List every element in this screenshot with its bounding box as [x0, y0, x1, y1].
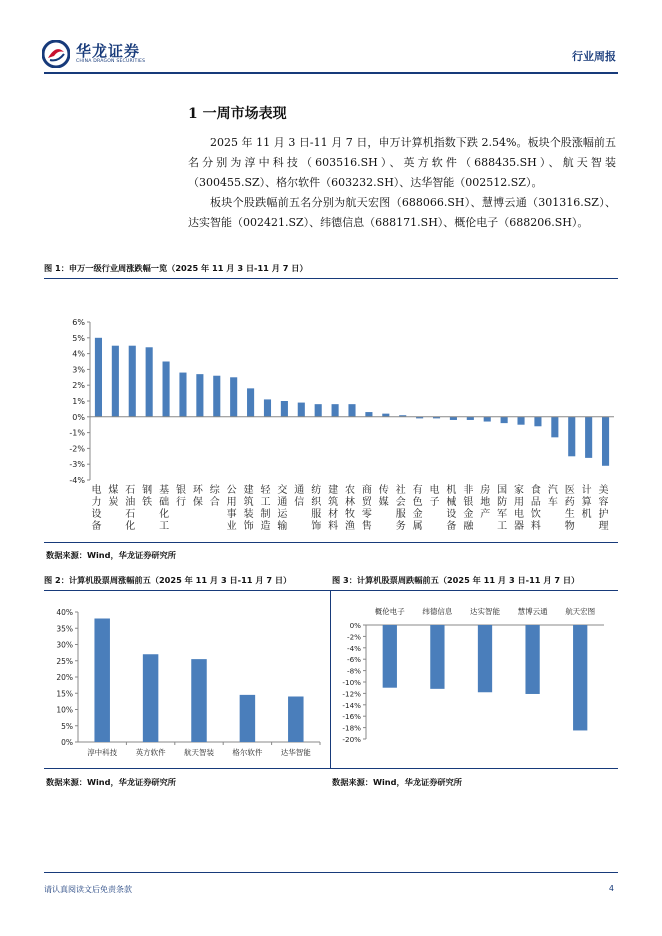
- figure23-top-rule: [44, 590, 618, 591]
- top5-gainers-chart: [44, 600, 326, 766]
- y-tick-label: 20%: [56, 673, 73, 682]
- y-tick-label: 4%: [72, 349, 85, 359]
- x-tick-label-农林牧渔-1: 林: [345, 497, 355, 508]
- y-tick-label: -12%: [342, 689, 361, 699]
- bar-淳中科技: [94, 619, 109, 743]
- report-type-label: 行业周报: [572, 50, 616, 63]
- x-tick-label-建筑材料-1: 筑: [328, 497, 339, 508]
- bar-英方软件: [143, 654, 158, 742]
- x-tick-label-电子-1: 子: [429, 497, 440, 508]
- x-tick-label-纺织服饰-3: 饰: [311, 521, 322, 532]
- y-tick-label: 0%: [61, 738, 73, 747]
- x-tick-label: 达华智能: [280, 748, 311, 757]
- figure23-bottom-rule: [44, 768, 618, 769]
- x-tick-label-纺织服饰-1: 织: [311, 497, 322, 508]
- x-tick-label-建筑装饰-2: 装: [243, 509, 254, 520]
- x-tick-label-纺织服饰-2: 服: [311, 509, 322, 520]
- y-tick-label: 2%: [72, 381, 85, 391]
- x-tick-label-计算机-2: 机: [581, 509, 592, 520]
- x-tick-label-煤炭-1: 炭: [108, 497, 119, 508]
- bar-国防军工: [501, 417, 508, 423]
- x-tick-label-电力设备-3: 备: [91, 521, 102, 532]
- x-tick-label-美容护理-2: 护: [598, 509, 609, 520]
- x-tick-label: 达实智能: [470, 607, 500, 616]
- x-tick-label-轻工制造-3: 造: [260, 521, 271, 532]
- x-tick-label-美容护理-0: 美: [598, 485, 609, 496]
- paragraph-gainers: 2025 年 11 月 3 日-11 月 7 日，申万计算机指数下跌 2.54%。板块个股涨幅前五名分别为淳中科技（603516.SH）、英方软件（688435.SH）、航天智装（300455.SZ）、格尔软件（603232.SH）、达华智能（002512.SZ）。: [188, 136, 616, 189]
- y-tick-label: 35%: [56, 624, 73, 634]
- x-tick-label-基础化工-3: 工: [159, 521, 170, 532]
- bar-纬德信息: [430, 625, 444, 689]
- x-tick-label-计算机-1: 算: [581, 497, 592, 508]
- bar-轻工制造: [264, 399, 271, 416]
- bar-建筑材料: [332, 404, 339, 417]
- x-tick-label: 英方软件: [135, 748, 166, 757]
- y-tick-label: -6%: [347, 655, 361, 665]
- y-tick-label: -3%: [69, 460, 85, 470]
- x-tick-label-环保-1: 保: [192, 497, 203, 508]
- x-tick-label-房地产-2: 产: [480, 509, 491, 520]
- x-tick-label-环保-0: 环: [192, 485, 203, 496]
- bar-家用电器: [517, 417, 524, 425]
- bar-慧博云通: [525, 625, 539, 694]
- bar-食品饮料: [534, 417, 541, 426]
- bar-综合: [213, 376, 220, 417]
- bar-航天宏图: [573, 625, 587, 730]
- bar-银行: [179, 373, 186, 417]
- figure2-source: 数据来源：Wind，华龙证券研究所: [46, 777, 176, 787]
- bar-纺织服饰: [315, 404, 322, 417]
- figure1-bottom-rule: [44, 542, 618, 543]
- x-tick-label-有色金属-0: 有: [412, 485, 423, 496]
- y-tick-label: 5%: [61, 721, 73, 731]
- bar-格尔软件: [240, 695, 255, 742]
- x-tick-label-建筑装饰-0: 建: [243, 485, 254, 496]
- bar-航天智装: [191, 659, 206, 742]
- bar-电力设备: [95, 338, 102, 417]
- y-tick-label: 5%: [72, 333, 85, 343]
- x-tick-label-纺织服饰-0: 纺: [311, 485, 322, 496]
- x-tick-label-国防军工-1: 防: [497, 497, 508, 508]
- x-tick-label: 淳中科技: [87, 748, 118, 757]
- x-tick-label-电子-0: 电: [429, 485, 440, 496]
- x-tick-label-综合-1: 合: [209, 497, 220, 508]
- x-tick-label-社会服务-1: 会: [395, 497, 406, 508]
- page-number: 4: [608, 884, 614, 893]
- x-tick-label-电力设备-1: 力: [91, 497, 102, 508]
- x-tick-label-医药生物-1: 药: [564, 497, 575, 508]
- x-tick-label-家用电器-3: 器: [514, 521, 525, 532]
- y-tick-label: 3%: [72, 365, 85, 375]
- x-tick-label-房地产-0: 房: [480, 485, 491, 496]
- x-tick-label-机械设备-1: 械: [446, 497, 457, 508]
- x-tick-label-公用事业-3: 业: [226, 521, 237, 532]
- y-tick-label: -16%: [342, 712, 361, 722]
- bar-环保: [196, 374, 203, 417]
- x-tick-label-社会服务-3: 务: [395, 521, 406, 532]
- x-tick-label-国防军工-2: 军: [497, 509, 508, 520]
- bar-商贸零售: [365, 412, 372, 417]
- x-tick-label-医药生物-3: 物: [564, 521, 575, 532]
- y-tick-label: 0%: [349, 621, 361, 630]
- bar-通信: [298, 403, 305, 417]
- x-tick-label-公用事业-1: 用: [226, 497, 237, 508]
- x-tick-label: 航天智装: [184, 748, 214, 757]
- x-tick-label-食品饮料-0: 食: [530, 485, 541, 496]
- bar-概伦电子: [383, 625, 397, 688]
- y-tick-label: 0%: [72, 412, 85, 422]
- x-tick-label-钢铁-1: 铁: [142, 497, 153, 508]
- y-tick-label: -4%: [347, 643, 361, 653]
- x-tick-label-美容护理-3: 理: [598, 521, 609, 532]
- figure23-divider: [330, 590, 331, 768]
- x-tick-label-农林牧渔-0: 农: [345, 485, 355, 496]
- x-tick-label-轻工制造-2: 制: [260, 509, 271, 520]
- figure2-caption: 图 2：计算机股票周涨幅前五（2025 年 11 月 3 日-11 月 7 日）: [44, 575, 292, 585]
- footer-divider: [44, 872, 618, 873]
- x-tick-label-社会服务-0: 社: [395, 485, 406, 496]
- x-tick-label-石油石化-1: 油: [125, 497, 136, 508]
- x-tick-label-家用电器-1: 用: [514, 497, 525, 508]
- x-tick-label-食品饮料-1: 品: [530, 497, 541, 508]
- y-tick-label: 1%: [72, 397, 85, 406]
- y-tick-label: 25%: [56, 656, 73, 666]
- x-tick-label-非银金融-0: 非: [463, 485, 474, 496]
- company-logo-icon: [42, 40, 70, 68]
- x-tick-label-电力设备-0: 电: [91, 485, 102, 496]
- x-tick-label-交通运输-1: 通: [277, 497, 288, 508]
- figure3-source: 数据来源：Wind，华龙证券研究所: [332, 777, 462, 787]
- x-tick-label-食品饮料-3: 料: [530, 521, 541, 532]
- bar-汽车: [551, 417, 558, 438]
- y-tick-label: -14%: [342, 700, 361, 710]
- x-tick-label-汽车-1: 车: [547, 497, 558, 508]
- footer-disclaimer: 请认真阅读文后免责条款: [44, 885, 132, 894]
- x-tick-label-基础化工-1: 础: [159, 497, 170, 508]
- figure1-top-rule: [44, 278, 618, 279]
- x-tick-label-石油石化-2: 石: [125, 509, 136, 520]
- x-tick-label-有色金属-1: 色: [412, 497, 423, 508]
- bar-房地产: [484, 417, 491, 422]
- logo-en-text: CHINA DRAGON SECURITIES: [76, 59, 146, 64]
- x-tick-label-银行-1: 行: [175, 497, 186, 508]
- x-tick-label-非银金融-3: 融: [463, 521, 474, 532]
- x-tick-label-建筑装饰-3: 饰: [243, 521, 254, 532]
- x-tick-label-电力设备-2: 设: [91, 509, 102, 520]
- x-tick-label-食品饮料-2: 饮: [530, 509, 541, 520]
- x-tick-label-基础化工-2: 化: [159, 509, 170, 520]
- industry-weekly-change-chart: [44, 300, 618, 540]
- x-tick-label-交通运输-0: 交: [277, 485, 288, 496]
- y-tick-label: 30%: [56, 640, 73, 650]
- y-tick-label: 10%: [56, 705, 73, 715]
- x-tick-label-医药生物-0: 医: [564, 485, 575, 496]
- y-tick-label: -1%: [69, 428, 85, 438]
- x-tick-label-公用事业-0: 公: [226, 485, 237, 496]
- y-tick-label: 15%: [56, 689, 73, 699]
- x-tick-label-有色金属-2: 金: [412, 509, 423, 520]
- figure3-caption: 图 3：计算机股票周跌幅前五（2025 年 11 月 3 日-11 月 7 日）: [332, 575, 580, 585]
- x-tick-label: 格尔软件: [232, 748, 263, 757]
- x-tick-label-商贸零售-2: 零: [361, 509, 372, 520]
- bar-钢铁: [146, 347, 153, 417]
- x-tick-label-建筑材料-0: 建: [328, 485, 339, 496]
- x-tick-label-商贸零售-0: 商: [361, 485, 372, 496]
- x-tick-label: 航天宏图: [565, 607, 596, 616]
- x-tick-label-医药生物-2: 生: [564, 509, 575, 520]
- bar-计算机: [585, 417, 592, 458]
- x-tick-label-公用事业-2: 事: [226, 509, 237, 520]
- bar-煤炭: [112, 346, 119, 417]
- bar-基础化工: [163, 362, 170, 417]
- x-tick-label-石油石化-0: 石: [125, 485, 136, 496]
- y-tick-label: -2%: [69, 444, 85, 454]
- x-tick-label-农林牧渔-3: 渔: [345, 521, 355, 532]
- figure1-source: 数据来源：Wind，华龙证券研究所: [46, 550, 176, 560]
- x-tick-label-房地产-1: 地: [480, 497, 491, 508]
- y-tick-label: 40%: [56, 608, 73, 617]
- x-tick-label-农林牧渔-2: 牧: [345, 509, 355, 520]
- x-tick-label-交通运输-2: 运: [277, 509, 288, 520]
- x-tick-label-机械设备-2: 设: [446, 509, 457, 520]
- x-tick-label-计算机-0: 计: [581, 485, 592, 496]
- bar-交通运输: [281, 401, 288, 417]
- x-tick-label-传媒-1: 媒: [378, 497, 389, 508]
- x-tick-label-国防军工-0: 国: [497, 485, 508, 496]
- bar-农林牧渔: [348, 404, 355, 417]
- x-tick-label-美容护理-1: 容: [598, 497, 609, 508]
- y-tick-label: -4%: [69, 476, 85, 485]
- x-tick-label-通信-0: 通: [294, 485, 305, 496]
- x-tick-label-商贸零售-3: 售: [361, 521, 372, 532]
- y-tick-label: -18%: [342, 723, 361, 733]
- bar-医药生物: [568, 417, 575, 457]
- x-tick-label-银行-0: 银: [175, 485, 186, 496]
- x-tick-label: 概伦电子: [374, 607, 405, 616]
- x-tick-label-石油石化-3: 化: [125, 521, 136, 532]
- x-tick-label-国防军工-3: 工: [497, 521, 508, 532]
- x-tick-label-机械设备-3: 备: [446, 521, 457, 532]
- x-tick-label-家用电器-2: 电: [514, 509, 525, 520]
- x-tick-label-非银金融-1: 银: [463, 497, 474, 508]
- bar-建筑装饰: [247, 388, 254, 416]
- x-tick-label-非银金融-2: 金: [463, 509, 474, 520]
- bar-石油石化: [129, 346, 136, 417]
- section-title: 1 一周市场表现: [188, 106, 287, 122]
- x-tick-label-综合-0: 综: [209, 485, 220, 496]
- x-tick-label: 慧博云通: [517, 607, 548, 616]
- x-tick-label-汽车-0: 汽: [547, 485, 558, 496]
- x-tick-label-建筑材料-2: 材: [328, 509, 339, 520]
- header-divider: [44, 72, 618, 74]
- x-tick-label-建筑材料-3: 料: [328, 521, 339, 532]
- x-tick-label-基础化工-0: 基: [159, 485, 170, 496]
- logo-cn-text: 华龙证券: [76, 42, 141, 60]
- x-tick-label-通信-1: 信: [294, 497, 305, 508]
- y-tick-label: -10%: [342, 678, 361, 687]
- x-tick-label-轻工制造-1: 工: [260, 497, 271, 508]
- y-tick-label: -2%: [347, 632, 361, 642]
- x-tick-label-交通运输-3: 输: [277, 521, 288, 532]
- y-tick-label: -8%: [347, 666, 361, 676]
- figure1-caption: 图 1：申万一级行业周涨跌幅一览（2025 年 11 月 3 日-11 月 7 日）: [44, 263, 308, 273]
- x-tick-label-煤炭-0: 煤: [108, 485, 119, 496]
- x-tick-label-社会服务-2: 服: [395, 509, 406, 520]
- x-tick-label: 纬德信息: [422, 607, 453, 616]
- x-tick-label-商贸零售-1: 贸: [361, 497, 372, 508]
- bar-美容护理: [602, 417, 609, 466]
- y-tick-label: -20%: [342, 735, 361, 744]
- x-tick-label-有色金属-3: 属: [412, 521, 423, 532]
- top5-losers-chart: [334, 600, 618, 766]
- x-tick-label-轻工制造-0: 轻: [260, 485, 271, 496]
- bar-公用事业: [230, 377, 237, 417]
- bar-达实智能: [478, 625, 492, 692]
- x-tick-label-家用电器-0: 家: [514, 485, 525, 496]
- y-tick-label: 6%: [72, 318, 85, 327]
- x-tick-label-建筑装饰-1: 筑: [243, 497, 254, 508]
- bar-达华智能: [288, 697, 303, 743]
- x-tick-label-机械设备-0: 机: [446, 485, 457, 496]
- x-tick-label-传媒-0: 传: [378, 485, 389, 496]
- x-tick-label-钢铁-0: 钢: [142, 485, 153, 496]
- paragraph-losers: 板块个股跌幅前五名分别为航天宏图（688066.SH）、慧博云通（301316.SZ）、达实智能（002421.SZ）、纬德信息（688171.SH）、概伦电子（688206.SH）。: [188, 196, 616, 229]
